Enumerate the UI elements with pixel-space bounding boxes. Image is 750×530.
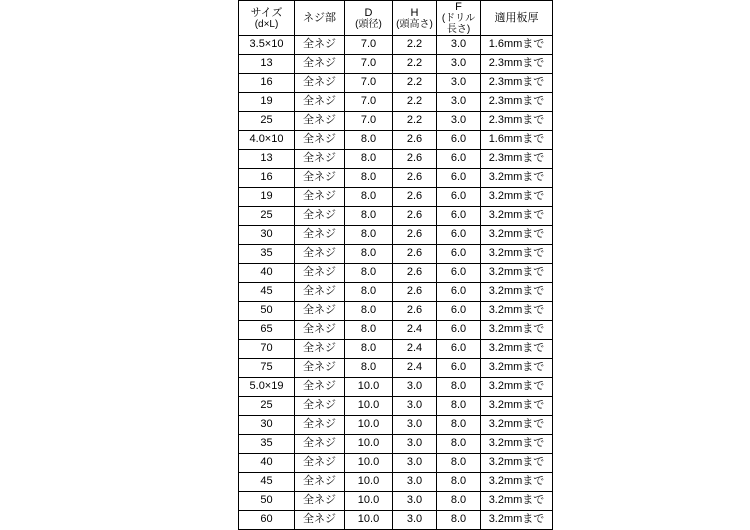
column-header-h (393, 1, 437, 36)
table-row (239, 283, 553, 302)
cell-head-height: 3.0 (393, 492, 437, 511)
cell-plate-thickness: 3.2mmまで (481, 416, 553, 435)
table-row (239, 226, 553, 245)
cell-size: 25 (239, 207, 295, 226)
cell-thread: 全ネジ (295, 207, 345, 226)
cell-drill-length: 6.0 (437, 302, 481, 321)
cell-plate-thickness: 3.2mmまで (481, 283, 553, 302)
table-row (239, 511, 553, 530)
cell-size: 25 (239, 112, 295, 131)
cell-drill-length: 3.0 (437, 74, 481, 93)
cell-thread: 全ネジ (295, 511, 345, 530)
cell-plate-thickness: 3.2mmまで (481, 207, 553, 226)
table-row (239, 169, 553, 188)
cell-head-diameter: 8.0 (345, 150, 393, 169)
cell-head-diameter: 7.0 (345, 74, 393, 93)
column-header-size (239, 1, 295, 36)
cell-size: 16 (239, 74, 295, 93)
column-header-size-main: サイズ (250, 6, 283, 19)
cell-size: 25 (239, 397, 295, 416)
cell-head-height: 2.6 (393, 245, 437, 264)
cell-drill-length: 3.0 (437, 55, 481, 74)
cell-head-height: 3.0 (393, 454, 437, 473)
cell-size: 5.0×19 (239, 378, 295, 397)
cell-head-diameter: 8.0 (345, 131, 393, 150)
cell-thread: 全ネジ (295, 397, 345, 416)
cell-head-height: 2.4 (393, 321, 437, 340)
cell-drill-length: 6.0 (437, 226, 481, 245)
cell-head-diameter: 7.0 (345, 112, 393, 131)
table-row (239, 55, 553, 74)
table-row (239, 264, 553, 283)
cell-thread: 全ネジ (295, 226, 345, 245)
cell-head-diameter: 8.0 (345, 188, 393, 207)
cell-drill-length: 6.0 (437, 150, 481, 169)
cell-plate-thickness: 3.2mmまで (481, 188, 553, 207)
cell-size: 40 (239, 264, 295, 283)
table-body (239, 36, 553, 530)
table-row (239, 340, 553, 359)
cell-size: 45 (239, 473, 295, 492)
cell-size: 40 (239, 454, 295, 473)
cell-plate-thickness: 3.2mmまで (481, 454, 553, 473)
cell-head-diameter: 8.0 (345, 321, 393, 340)
table-row (239, 473, 553, 492)
table-row (239, 36, 553, 55)
cell-drill-length: 8.0 (437, 473, 481, 492)
cell-head-height: 3.0 (393, 511, 437, 530)
cell-head-height: 2.6 (393, 283, 437, 302)
cell-size: 13 (239, 150, 295, 169)
cell-drill-length: 8.0 (437, 492, 481, 511)
cell-size: 4.0×10 (239, 131, 295, 150)
cell-drill-length: 8.0 (437, 454, 481, 473)
table-row (239, 245, 553, 264)
cell-size: 19 (239, 93, 295, 112)
cell-plate-thickness: 3.2mmまで (481, 473, 553, 492)
cell-head-diameter: 7.0 (345, 36, 393, 55)
cell-head-height: 3.0 (393, 378, 437, 397)
cell-plate-thickness: 2.3mmまで (481, 93, 553, 112)
cell-head-height: 2.6 (393, 150, 437, 169)
cell-plate-thickness: 1.6mmまで (481, 36, 553, 55)
cell-head-diameter: 10.0 (345, 511, 393, 530)
cell-drill-length: 3.0 (437, 93, 481, 112)
cell-head-diameter: 8.0 (345, 169, 393, 188)
table-row (239, 207, 553, 226)
cell-thread: 全ネジ (295, 340, 345, 359)
table-row (239, 93, 553, 112)
table-row (239, 150, 553, 169)
cell-size: 30 (239, 226, 295, 245)
cell-drill-length: 6.0 (437, 188, 481, 207)
cell-size: 50 (239, 302, 295, 321)
cell-size: 19 (239, 188, 295, 207)
cell-plate-thickness: 3.2mmまで (481, 226, 553, 245)
cell-head-diameter: 8.0 (345, 283, 393, 302)
cell-plate-thickness: 3.2mmまで (481, 264, 553, 283)
cell-head-height: 3.0 (393, 435, 437, 454)
cell-head-diameter: 7.0 (345, 55, 393, 74)
table-row (239, 397, 553, 416)
cell-thread: 全ネジ (295, 55, 345, 74)
cell-head-diameter: 10.0 (345, 378, 393, 397)
cell-plate-thickness: 3.2mmまで (481, 511, 553, 530)
cell-head-diameter: 10.0 (345, 416, 393, 435)
cell-size: 65 (239, 321, 295, 340)
cell-head-diameter: 8.0 (345, 226, 393, 245)
cell-head-diameter: 10.0 (345, 397, 393, 416)
cell-thread: 全ネジ (295, 473, 345, 492)
table-header-row (239, 1, 553, 36)
cell-head-diameter: 8.0 (345, 359, 393, 378)
cell-size: 35 (239, 435, 295, 454)
cell-size: 45 (239, 283, 295, 302)
cell-plate-thickness: 2.3mmまで (481, 112, 553, 131)
table-row (239, 321, 553, 340)
cell-head-diameter: 7.0 (345, 93, 393, 112)
cell-plate-thickness: 2.3mmまで (481, 74, 553, 93)
cell-drill-length: 6.0 (437, 264, 481, 283)
cell-head-height: 2.6 (393, 226, 437, 245)
table-row (239, 378, 553, 397)
cell-plate-thickness: 3.2mmまで (481, 321, 553, 340)
column-header-f (437, 1, 481, 36)
screw-spec-table (238, 0, 553, 530)
cell-head-height: 2.6 (393, 207, 437, 226)
cell-plate-thickness: 3.2mmまで (481, 378, 553, 397)
cell-thread: 全ネジ (295, 169, 345, 188)
cell-plate-thickness: 3.2mmまで (481, 435, 553, 454)
cell-head-height: 3.0 (393, 416, 437, 435)
column-header-plate-thickness (481, 1, 553, 36)
cell-head-height: 2.4 (393, 359, 437, 378)
cell-size: 50 (239, 492, 295, 511)
cell-head-height: 2.6 (393, 188, 437, 207)
column-header-size-sub: (d×L) (254, 18, 279, 30)
cell-drill-length: 6.0 (437, 283, 481, 302)
column-header-h-main: H (410, 6, 419, 19)
cell-head-diameter: 8.0 (345, 302, 393, 321)
column-header-f-main: F (455, 1, 462, 13)
table-row (239, 112, 553, 131)
column-header-d-main: D (364, 6, 373, 19)
cell-head-diameter: 8.0 (345, 264, 393, 283)
cell-head-height: 2.2 (393, 74, 437, 93)
cell-head-height: 2.2 (393, 36, 437, 55)
cell-thread: 全ネジ (295, 112, 345, 131)
table-row (239, 74, 553, 93)
cell-head-diameter: 8.0 (345, 207, 393, 226)
table-row (239, 188, 553, 207)
column-header-h-sub: (頭高さ) (396, 18, 433, 30)
cell-head-diameter: 8.0 (345, 245, 393, 264)
cell-drill-length: 6.0 (437, 321, 481, 340)
cell-plate-thickness: 3.2mmまで (481, 340, 553, 359)
cell-plate-thickness: 1.6mmまで (481, 131, 553, 150)
cell-thread: 全ネジ (295, 492, 345, 511)
cell-drill-length: 8.0 (437, 397, 481, 416)
cell-head-height: 2.2 (393, 93, 437, 112)
cell-plate-thickness: 2.3mmまで (481, 55, 553, 74)
cell-plate-thickness: 3.2mmまで (481, 245, 553, 264)
cell-drill-length: 3.0 (437, 112, 481, 131)
cell-head-height: 2.4 (393, 340, 437, 359)
cell-drill-length: 6.0 (437, 207, 481, 226)
cell-drill-length: 8.0 (437, 435, 481, 454)
cell-plate-thickness: 3.2mmまで (481, 302, 553, 321)
cell-size: 3.5×10 (239, 36, 295, 55)
column-header-thread (295, 1, 345, 36)
cell-thread: 全ネジ (295, 188, 345, 207)
cell-thread: 全ネジ (295, 321, 345, 340)
cell-thread: 全ネジ (295, 359, 345, 378)
table-row (239, 435, 553, 454)
cell-plate-thickness: 2.3mmまで (481, 150, 553, 169)
cell-head-diameter: 8.0 (345, 340, 393, 359)
cell-size: 75 (239, 359, 295, 378)
table-row (239, 454, 553, 473)
cell-thread: 全ネジ (295, 283, 345, 302)
table-row (239, 302, 553, 321)
cell-thread: 全ネジ (295, 302, 345, 321)
cell-thread: 全ネジ (295, 131, 345, 150)
cell-head-height: 2.6 (393, 169, 437, 188)
cell-drill-length: 6.0 (437, 131, 481, 150)
cell-thread: 全ネジ (295, 93, 345, 112)
cell-thread: 全ネジ (295, 435, 345, 454)
cell-plate-thickness: 3.2mmまで (481, 169, 553, 188)
cell-thread: 全ネジ (295, 36, 345, 55)
cell-plate-thickness: 3.2mmまで (481, 359, 553, 378)
column-header-thread-main: ネジ部 (303, 12, 336, 24)
cell-size: 35 (239, 245, 295, 264)
cell-head-height: 3.0 (393, 397, 437, 416)
cell-head-diameter: 10.0 (345, 435, 393, 454)
cell-head-height: 3.0 (393, 473, 437, 492)
table-row (239, 416, 553, 435)
cell-thread: 全ネジ (295, 74, 345, 93)
cell-thread: 全ネジ (295, 454, 345, 473)
cell-head-height: 2.6 (393, 131, 437, 150)
cell-head-diameter: 10.0 (345, 473, 393, 492)
cell-size: 13 (239, 55, 295, 74)
cell-thread: 全ネジ (295, 245, 345, 264)
cell-plate-thickness: 3.2mmまで (481, 397, 553, 416)
column-header-f-sub: (ドリル長さ) (441, 13, 476, 36)
cell-thread: 全ネジ (295, 150, 345, 169)
table-row (239, 131, 553, 150)
cell-drill-length: 6.0 (437, 245, 481, 264)
cell-drill-length: 6.0 (437, 359, 481, 378)
cell-size: 16 (239, 169, 295, 188)
cell-head-height: 2.2 (393, 112, 437, 131)
cell-thread: 全ネジ (295, 264, 345, 283)
cell-plate-thickness: 3.2mmまで (481, 492, 553, 511)
cell-size: 30 (239, 416, 295, 435)
cell-drill-length: 8.0 (437, 416, 481, 435)
cell-drill-length: 8.0 (437, 511, 481, 530)
column-header-plate-thickness-main: 適用板厚 (494, 12, 539, 24)
cell-size: 60 (239, 511, 295, 530)
cell-drill-length: 8.0 (437, 378, 481, 397)
cell-head-diameter: 10.0 (345, 492, 393, 511)
cell-head-diameter: 10.0 (345, 454, 393, 473)
table-row (239, 492, 553, 511)
cell-head-height: 2.6 (393, 302, 437, 321)
cell-thread: 全ネジ (295, 378, 345, 397)
cell-thread: 全ネジ (295, 416, 345, 435)
cell-drill-length: 3.0 (437, 36, 481, 55)
cell-drill-length: 6.0 (437, 169, 481, 188)
cell-drill-length: 6.0 (437, 340, 481, 359)
table-header (239, 1, 553, 36)
column-header-d (345, 1, 393, 36)
table-row (239, 359, 553, 378)
cell-head-height: 2.6 (393, 264, 437, 283)
cell-size: 70 (239, 340, 295, 359)
cell-head-height: 2.2 (393, 55, 437, 74)
column-header-d-sub: (頭径) (355, 18, 382, 30)
